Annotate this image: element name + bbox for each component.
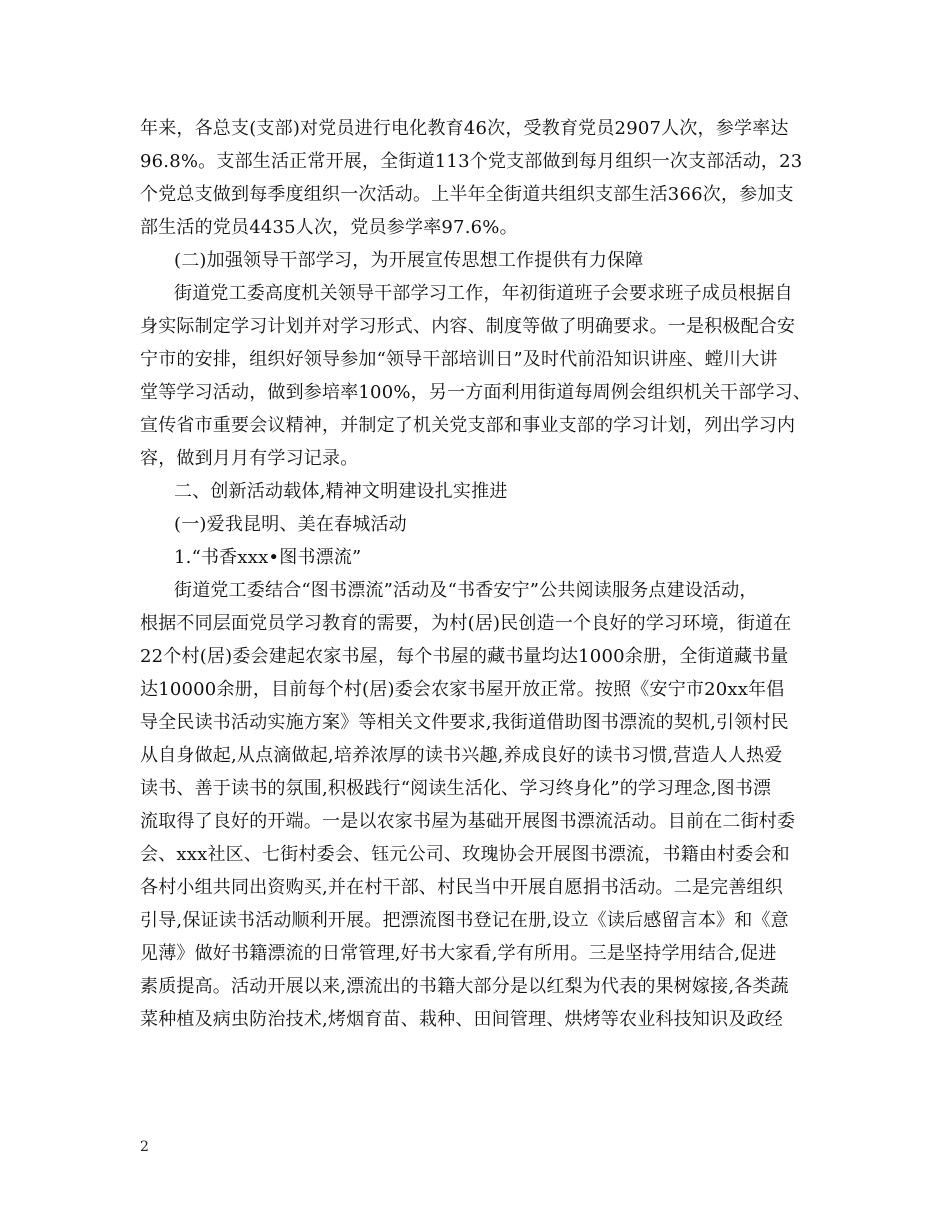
text-line: 见薄》做好书籍漂流的日常管理,好书大家看,学有所用。三是坚持学用结合,促进	[140, 943, 777, 964]
text-line: 素质提高。活动开展以来,漂流出的书籍大部分是以红梨为代表的果树嫁接,各类蔬	[140, 976, 789, 997]
text-line: (一)爱我昆明、美在春城活动	[174, 514, 407, 535]
text-line: 流取得了良好的开端。一是以农家书屋为基础开展图书漂流活动。目前在二街村委	[140, 811, 796, 832]
text-line: 街道党工委高度机关领导干部学习工作，年初街道班子会要求班子成员根据自	[174, 283, 793, 304]
text-line: 读书、善于读书的氛围,积极践行“阅读生活化、学习终身化”的学习理念,图书漂	[140, 778, 772, 799]
text-line: (二)加强领导干部学习，为开展宣传思想工作提供有力保障	[174, 250, 644, 271]
text-line: 96.8%。支部生活正常开展，全街道113个党支部做到每月组织一次支部活动，23	[140, 151, 803, 172]
text-line: 1.“书香xxx•图书漂流”	[174, 547, 362, 568]
text-line: 会、xxx社区、七街村委会、钰元公司、玫瑰协会开展图书漂流，书籍由村委会和	[140, 844, 790, 865]
text-line: 个党总支做到每季度组织一次活动。上半年全街道共组织支部生活366次，参加支	[140, 184, 794, 205]
text-line: 容，做到月月有学习记录。	[140, 448, 359, 469]
text-line: 根据不同层面党员学习教育的需要，为村(居)民创造一个良好的学习环境，街道在	[140, 613, 792, 634]
text-line: 堂等学习活动，做到参培率100%，另一方面利用街道每周例会组织机关干部学习、	[140, 382, 812, 403]
text-line: 从自身做起,从点滴做起,培养浓厚的读书兴趣,养成良好的读书习惯,营造人人热爱	[140, 745, 783, 766]
page-number: 2	[140, 1139, 149, 1155]
text-line: 二、创新活动载体,精神文明建设扎实推进	[174, 481, 508, 502]
text-line: 宣传省市重要会议精神，并制定了机关党支部和事业支部的学习计划，列出学习内	[140, 415, 796, 436]
text-line: 引导,保证读书活动顺利开展。把漂流图书登记在册,设立《读后感留言本》和《意	[140, 910, 789, 931]
text-line: 22个村(居)委会建起农家书屋，每个书屋的藏书量均达1000余册，全街道藏书量	[140, 646, 789, 667]
text-line: 宁市的安排，组织好领导参加“领导干部培训日”及时代前沿知识讲座、螳川大讲	[140, 349, 778, 370]
document-body	[140, 112, 812, 1036]
text-line: 街道党工委结合“图书漂流”活动及“书香安宁”公共阅读服务点建设活动，	[174, 580, 758, 601]
text-line: 年来，各总支(支部)对党员进行电化教育46次，受教育党员2907人次，参学率达	[140, 118, 789, 139]
text-line: 各村小组共同出资购买,并在村干部、村民当中开展自愿捐书活动。二是完善组织	[140, 877, 783, 898]
text-line: 身实际制定学习计划并对学习形式、内容、制度等做了明确要求。一是积极配合安	[140, 316, 796, 337]
text-line: 导全民读书活动实施方案》等相关文件要求,我街道借助图书漂流的契机,引领村民	[140, 712, 789, 733]
text-line: 部生活的党员4435人次，党员参学率97.6%。	[140, 217, 518, 238]
text-line: 达10000余册，目前每个村(居)委会农家书屋开放正常。按照《安宁市20xx年倡	[140, 679, 785, 700]
text-line: 菜种植及病虫防治技术,烤烟育苗、栽种、田间管理、烘烤等农业科技知识及政经	[140, 1009, 783, 1030]
